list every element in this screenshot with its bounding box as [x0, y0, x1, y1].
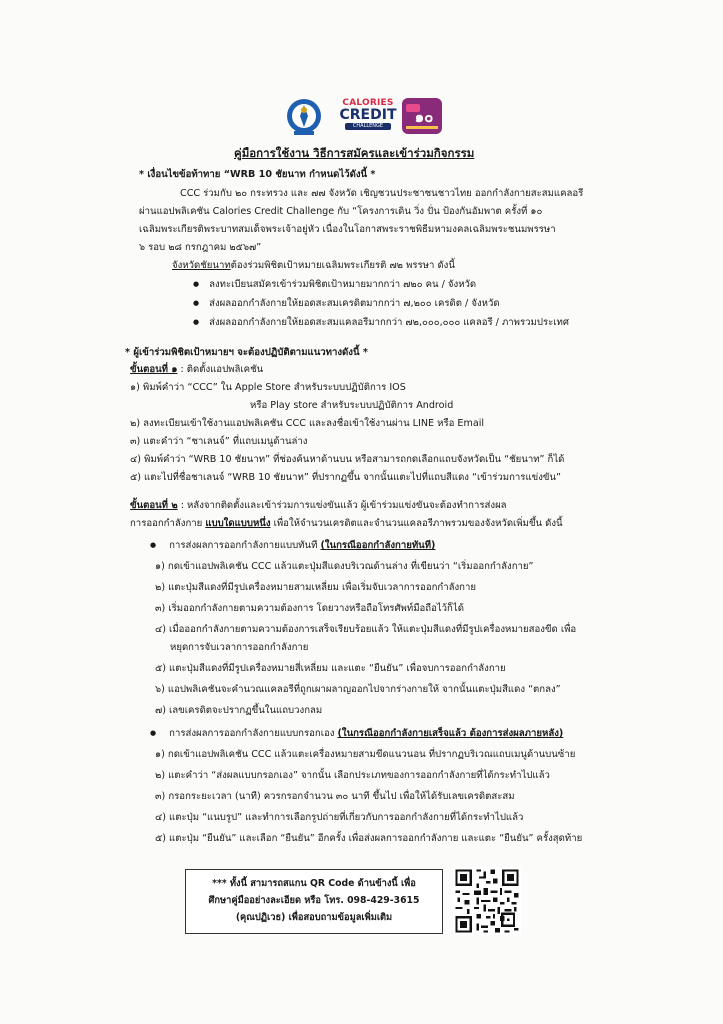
section1-para-line: ๖ รอบ ๒๘ กรกฎาคม ๒๕๖๗”: [139, 242, 262, 253]
method-a-item: ๖) แอปพลิเคชันจะคำนวณแคลอรีที่ถูกเผาผลาญออกไปจากร่างกายให้ จากนั้นแตะปุ่มสีแดง “ตกลง”: [155, 684, 561, 695]
step1-item: ๕) แตะไปที่ชื่อชาเลนจ์ “WRB 10 ชัยนาท” ที่ปรากฏขึ้น จากนั้นแตะไปที่แถบสีแดง “เข้าร่วมการแข่งขัน”: [130, 472, 561, 483]
contact-box: [185, 869, 443, 934]
ccc-logo-line2: CREDIT: [339, 107, 397, 123]
svg-text:๑๐: ๑๐: [414, 108, 434, 126]
target-bullet-text: ส่งผลออกกำลังกายให้ยอดสะสมแคลอรีมากกว่า ๗๒,๐๐๐,๐๐๐ แคลอรี / ภาพรวมประเทศ: [209, 317, 569, 328]
contact-line: *** ทั้งนี้ สามารถสแกน QR Code ด้านข้างนี้ เพื่อ: [212, 878, 416, 889]
target-bullet: [193, 317, 569, 329]
target-bullet: [193, 279, 476, 291]
contact-line: ศึกษาคู่มืออย่างละเอียด หรือ โทร. 098-429-3615: [208, 895, 420, 906]
method-b-condition: (ในกรณีออกกำลังกายเสร็จแล้ว ต้องการส่งผลภายหลัง): [337, 728, 564, 739]
target-bullet: [193, 298, 500, 310]
target-lead: [172, 260, 455, 272]
qr-code[interactable]: [453, 867, 521, 935]
method-b-heading: [150, 728, 563, 740]
step1-item: ๓) แตะคำว่า “ชาเลนจ์” ที่แถบเมนูด้านล่าง: [130, 436, 308, 447]
method-a-condition: (ในกรณีออกกำลังกายทันที): [320, 540, 436, 551]
target-bullet-text: ลงทะเบียนสมัครเข้าร่วมพิชิตเป้าหมายมากกว่า ๗๒๐ คน / จังหวัด: [209, 279, 477, 290]
step1-item: ๑) พิมพ์คำว่า “CCC” ใน Apple Store สำหรับระบบปฏิบัติการ IOS: [130, 382, 406, 393]
method-a-item: ๔) เมื่อออกกำลังกายตามความต้องการเสร็จเรียบร้อยแล้ว ให้แตะปุ่มสีแดงที่มีรูปเครื่องหมายสองขีด เพื่อ: [155, 624, 577, 635]
method-a-item: ๕) แตะปุ่มสีแดงที่มีรูปเครื่องหมายสี่เหลี่ยม และแตะ “ยืนยัน” เพื่อจบการออกกำลังกาย: [155, 663, 506, 674]
step1-heading: [130, 364, 263, 376]
step2-label: ขั้นตอนที่ ๒: [130, 500, 178, 511]
method-a-heading: [150, 540, 435, 552]
ccc-logo-line3: CHALLENGE: [345, 123, 391, 130]
method-a-item: หยุดการจับเวลาการออกกำลังกาย: [170, 642, 309, 653]
calories-credit-challenge-logo: [339, 98, 397, 134]
page-title: คู่มือการใช้งาน วิธีการสมัครและเข้าร่วมกิจกรรม: [234, 146, 475, 160]
moph-seal-logo: [285, 96, 323, 138]
step2-heading: [130, 500, 507, 512]
step1-item: ๔) พิมพ์คำว่า “WRB 10 ชัยนาท” ที่ช่องค้นหาด้านบน หรือสามารถกดเลือกแถบจังหวัดเป็น “ชัยนาท” ก็ได้: [130, 454, 565, 465]
method-a-item: ๑) กดเข้าแอปพลิเคชัน CCC แล้วแตะปุ่มสีแดงบริเวณด้านล่าง ที่เขียนว่า “เริ่มออกกำลังกาย”: [155, 561, 534, 572]
section1-para-line: ผ่านแอปพลิเคชัน Calories Credit Challenge กับ “โครงการเดิน วิ่ง ปั่น ป้องกันอัมพาต ครั้งที่ ๑๐: [139, 206, 543, 217]
section2-heading: * ผู้เข้าร่วมพิชิตเป้าหมายฯ จะต้องปฏิบัติตามแนวทางดังนี้ *: [125, 347, 368, 358]
method-b-item: ๒) แตะคำว่า “ส่งผลแบบกรอกเอง” จากนั้น เลือกประเภทของการออกกำลังกายที่ได้กระทำไปแล้ว: [155, 770, 550, 781]
section1-para-line: CCC ร่วมกับ ๒๐ กระทรวง และ ๗๗ จังหวัด เชิญชวนประชาชนชาวไทย ออกกำลังกายสะสมแคลอรี: [180, 188, 584, 199]
step2-line2-emphasis: แบบใดแบบหนึ่ง: [205, 518, 271, 529]
target-province: จังหวัดชัยนาท: [172, 260, 231, 271]
method-a-item: ๗) เลขเครดิตจะปรากฏขึ้นในแถบวงกลม: [155, 705, 323, 716]
target-bullet-text: ส่งผลออกกำลังกายให้ยอดสะสมเครดิตมากกว่า ๗,๒๐๐ เครดิต / จังหวัด: [209, 298, 500, 309]
wrb10-logo: [402, 98, 442, 134]
method-a-item: ๒) แตะปุ่มสีแดงที่มีรูปเครื่องหมายสามเหลี่ยม เพื่อเริ่มจับเวลาการออกกำลังกาย: [155, 582, 476, 593]
step1-item: ๒) ลงทะเบียนเข้าใช้งานแอปพลิเคชัน CCC และลงชื่อเข้าใช้งานผ่าน LINE หรือ Email: [130, 418, 485, 429]
section1-heading: * เงื่อนไขข้อท้าทาย “WRB 10 ชัยนาท กำหนดไว้ดังนี้ *: [139, 169, 376, 180]
step2-line2-a: การออกกำลังกาย: [130, 518, 206, 529]
step2-line2-c: เพื่อให้จำนวนเครดิตและจำนวนแคลอรีภาพรวมของจังหวัดเพิ่มขึ้น ดังนี้: [270, 518, 563, 529]
ccc-logo-line1: CALORIES: [342, 98, 394, 108]
step2-line2: [130, 518, 563, 530]
section1-para-line: เฉลิมพระเกียรติพระบาทสมเด็จพระเจ้าอยู่หัว เนื่องในโอกาสพระราชพิธีมหามงคลเฉลิมพระชนมพรรษา: [139, 224, 556, 235]
target-lead-text: ต้องร่วมพิชิตเป้าหมายเฉลิมพระเกียรติ ๗๒ พรรษา ดังนี้: [230, 260, 455, 271]
method-b-item: ๔) แตะปุ่ม “แนบรูป” และทำการเลือกรูปถ่ายที่เกี่ยวกับการออกกำลังกายที่ได้กระทำไปแล้ว: [155, 812, 524, 823]
method-b-item: ๕) แตะปุ่ม “ยืนยัน” และเลือก “ยืนยัน” อีกครั้ง เพื่อส่งผลการออกกำลังกาย และแตะ “ยืนยัน” ครั้งสุดท้าย: [155, 833, 583, 844]
step1-label: ขั้นตอนที่ ๑: [130, 364, 178, 375]
logo-bar: [0, 96, 723, 140]
step1-title: : ติดตั้งแอปพลิเคชัน: [177, 364, 264, 375]
step1-item: หรือ Play store สำหรับระบบปฏิบัติการ Android: [250, 400, 454, 411]
contact-line: (คุณปฏิเวธ) เพื่อสอบถามข้อมูลเพิ่มเติม: [235, 912, 393, 923]
method-b-item: ๑) กดเข้าแอปพลิเคชัน CCC แล้วแตะเครื่องหมายสามขีดแนวนอน ที่ปรากฏบริเวณแถบเมนูด้านบนซ้าย: [155, 749, 576, 760]
method-a-title: การส่งผลการออกกำลังกายแบบทันที: [169, 540, 321, 551]
method-a-item: ๓) เริ่มออกกำลังกายตามความต้องการ โดยวางหรือถือโทรศัพท์มือถือไว้ก็ได้: [155, 603, 464, 614]
method-b-item: ๓) กรอกระยะเวลา (นาที) ควรกรอกจำนวน ๓๐ นาที ขึ้นไป เพื่อให้ได้รับเลขเครดิตสะสม: [155, 791, 515, 802]
method-b-title: การส่งผลการออกกำลังกายแบบกรอกเอง: [169, 728, 338, 739]
step2-title: : หลังจากติดตั้งและเข้าร่วมการแข่งขันแล้ว ผู้เข้าร่วมแข่งขันจะต้องทำการส่งผล: [177, 500, 507, 511]
